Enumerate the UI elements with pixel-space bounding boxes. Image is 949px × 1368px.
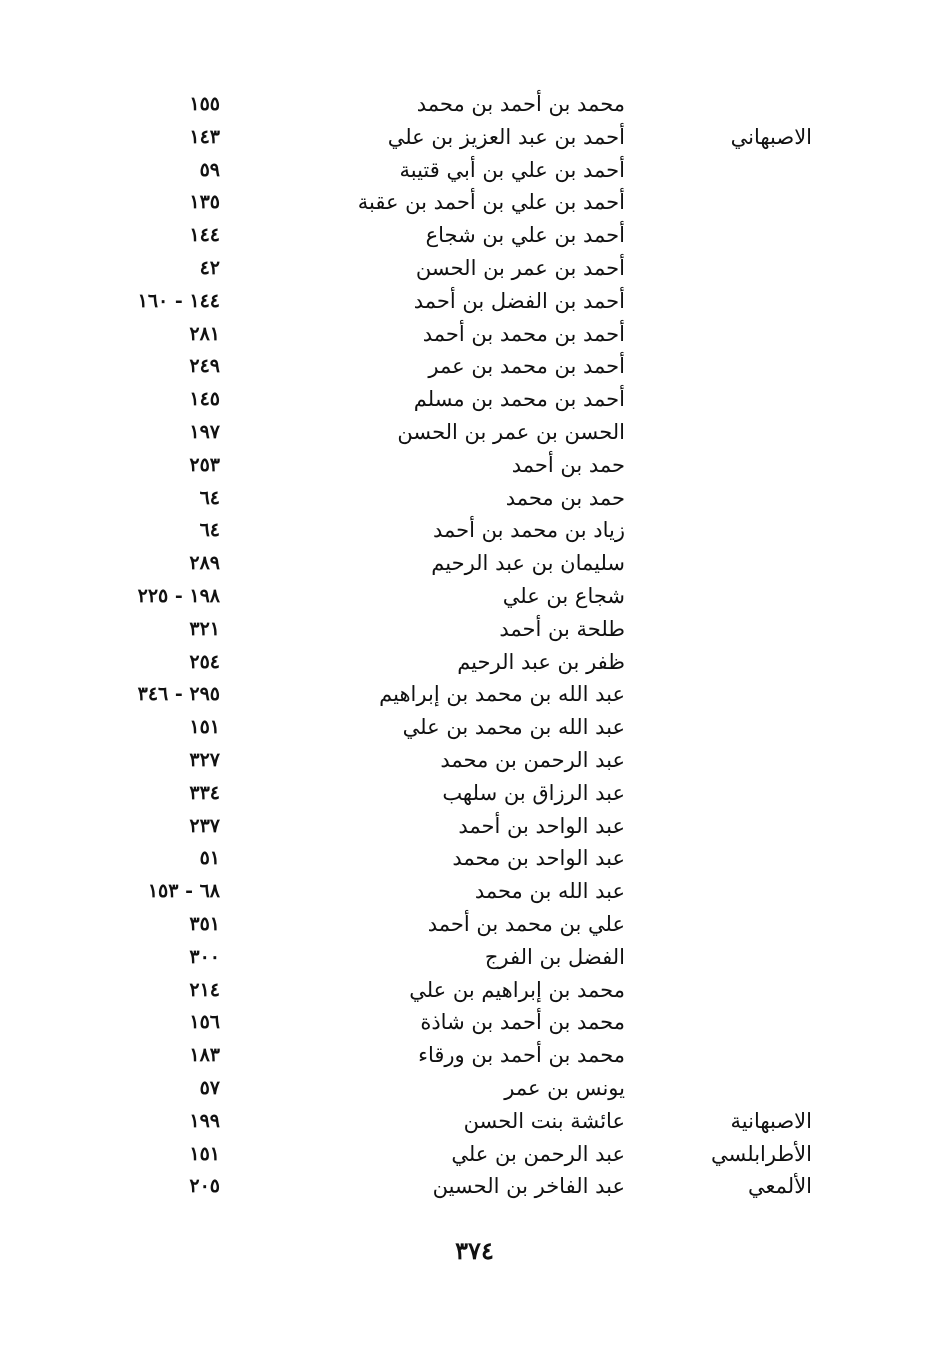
entry-page-refs: ١٩٧ (189, 420, 220, 443)
index-entry (60, 383, 830, 416)
entry-page-refs: ١٣٥ (189, 191, 220, 214)
entry-name: أحمد بن علي بن أحمد بن عقبة (357, 190, 625, 215)
page-number: ٣٧٤ (455, 1236, 494, 1265)
entry-page-refs: ١٥١ (189, 1142, 220, 1165)
name-index-list (60, 88, 830, 1203)
entry-page-refs: ٣٢٧ (189, 748, 220, 771)
entry-page-refs: ٣٠٠ (189, 945, 220, 968)
entry-name: أحمد بن محمد بن عمر (428, 354, 625, 379)
entry-page-refs: ٦٤ (199, 486, 220, 509)
entry-page-refs: ٢٥٣ (189, 453, 220, 476)
entry-name: أحمد بن محمد بن أحمد (422, 321, 625, 346)
entry-page-refs: ١٩٨ - ٢٢٥ (137, 584, 220, 607)
index-entry (60, 1170, 830, 1203)
index-entry (60, 842, 830, 875)
entry-name: عبد الواحد بن محمد (452, 846, 625, 871)
entry-page-refs: ١٤٤ - ١٦٠ (137, 289, 220, 312)
entry-name: عبد الله بن محمد بن علي (402, 715, 625, 740)
index-entry (60, 580, 830, 613)
entry-page-refs: ٥١ (199, 847, 220, 870)
index-entry (60, 416, 830, 449)
entry-name: أحمد بن علي بن أبي قتيبة (399, 157, 625, 182)
entry-name: عبد الله بن محمد (474, 879, 625, 904)
entry-name: يونس بن عمر (504, 1075, 625, 1100)
entry-name: أحمد بن علي بن شجاع (425, 223, 625, 248)
index-entry (60, 252, 830, 285)
entry-name: محمد بن إبراهيم بن علي (409, 977, 625, 1002)
index-entry (60, 678, 830, 711)
entry-name: ظفر بن عبد الرحيم (457, 649, 625, 674)
entry-page-refs: ٣٣٤ (189, 781, 220, 804)
entry-name: محمد بن أحمد بن ورقاء (418, 1043, 625, 1068)
index-entry (60, 777, 830, 810)
entry-name: علي بن محمد بن أحمد (427, 911, 625, 936)
entry-name: عبد الرحمن بن علي (451, 1141, 625, 1166)
index-entry (60, 1072, 830, 1105)
entry-page-refs: ١٥٦ (189, 1011, 220, 1034)
entry-name: حمد بن محمد (505, 485, 625, 510)
index-entry (60, 514, 830, 547)
entry-page-refs: ٥٧ (199, 1076, 220, 1099)
entry-name: محمد بن أحمد بن شاذة (420, 1010, 625, 1035)
index-entry (60, 285, 830, 318)
entry-name: الفضل بن الفرج (484, 944, 625, 969)
entry-page-refs: ٢٠٥ (189, 1175, 220, 1198)
index-entry (60, 974, 830, 1007)
entry-name: سليمان بن عبد الرحيم (431, 551, 625, 576)
index-entry (60, 547, 830, 580)
entry-name: عبد الله بن محمد بن إبراهيم (379, 682, 625, 707)
entry-page-refs: ٥٩ (199, 158, 220, 181)
entry-nisba: الاصبهانية (730, 1108, 812, 1133)
index-entry (60, 613, 830, 646)
index-entry (60, 121, 830, 154)
index-entry (60, 186, 830, 219)
entry-page-refs: ٢٩٥ - ٣٤٦ (137, 683, 220, 706)
entry-nisba: الأطرابلسي (711, 1141, 812, 1166)
entry-page-refs: ٢٨١ (189, 322, 220, 345)
entry-name: عبد الفاخر بن الحسين (432, 1174, 625, 1199)
index-entry (60, 875, 830, 908)
entry-nisba: الاصبهاني (730, 124, 812, 149)
entry-name: شجاع بن علي (502, 583, 625, 608)
index-entry (60, 318, 830, 351)
entry-page-refs: ٦٨ - ١٥٣ (147, 880, 220, 903)
entry-page-refs: ٦٤ (199, 519, 220, 542)
index-entry (60, 810, 830, 843)
entry-nisba: الألمعي (748, 1174, 812, 1199)
index-entry (60, 219, 830, 252)
entry-name: طلحة بن أحمد (499, 616, 625, 641)
entry-name: عائشة بنت الحسن (463, 1108, 625, 1133)
entry-name: أحمد بن محمد بن مسلم (413, 387, 625, 412)
index-entry (60, 154, 830, 187)
entry-page-refs: ١٥١ (189, 716, 220, 739)
entry-page-refs: ١٥٥ (189, 93, 220, 115)
entry-page-refs: ٢٥٤ (189, 650, 220, 673)
index-entry (60, 88, 830, 121)
entry-name: أحمد بن الفضل بن أحمد (413, 288, 625, 313)
entry-name: حمد بن أحمد (511, 452, 625, 477)
entry-page-refs: ٢١٤ (189, 978, 220, 1001)
entry-page-refs: ٢٤٩ (189, 355, 220, 378)
index-entry (60, 908, 830, 941)
entry-page-refs: ٣٢١ (189, 617, 220, 640)
index-entry (60, 1039, 830, 1072)
index-entry (60, 1006, 830, 1039)
entry-page-refs: ١٤٤ (189, 224, 220, 247)
entry-name: عبد الرزاق بن سلهب (442, 780, 625, 805)
entry-page-refs: ١٤٥ (189, 388, 220, 411)
entry-page-refs: ١٩٩ (189, 1109, 220, 1132)
entry-page-refs: ٢٣٧ (189, 814, 220, 837)
index-entry (60, 482, 830, 515)
entry-name: أحمد بن عبد العزيز بن علي (387, 124, 625, 149)
entry-page-refs: ٢٨٩ (189, 552, 220, 575)
index-entry (60, 711, 830, 744)
entry-name: عبد الرحمن بن محمد (440, 747, 625, 772)
index-entry (60, 449, 830, 482)
entry-page-refs: ١٤٣ (189, 125, 220, 148)
index-entry (60, 646, 830, 679)
index-entry (60, 1105, 830, 1138)
entry-page-refs: ٣٥١ (189, 912, 220, 935)
entry-page-refs: ٤٢ (199, 256, 220, 279)
entry-name: الحسن بن عمر بن الحسن (397, 419, 625, 444)
index-entry (60, 941, 830, 974)
entry-name: محمد بن أحمد بن محمد (416, 92, 625, 116)
entry-name: زياد بن محمد بن أحمد (432, 518, 625, 543)
index-entry (60, 1138, 830, 1171)
entry-name: عبد الواحد بن أحمد (458, 813, 625, 838)
entry-name: أحمد بن عمر بن الحسن (415, 255, 625, 280)
index-entry (60, 744, 830, 777)
entry-page-refs: ١٨٣ (189, 1044, 220, 1067)
index-entry (60, 350, 830, 383)
